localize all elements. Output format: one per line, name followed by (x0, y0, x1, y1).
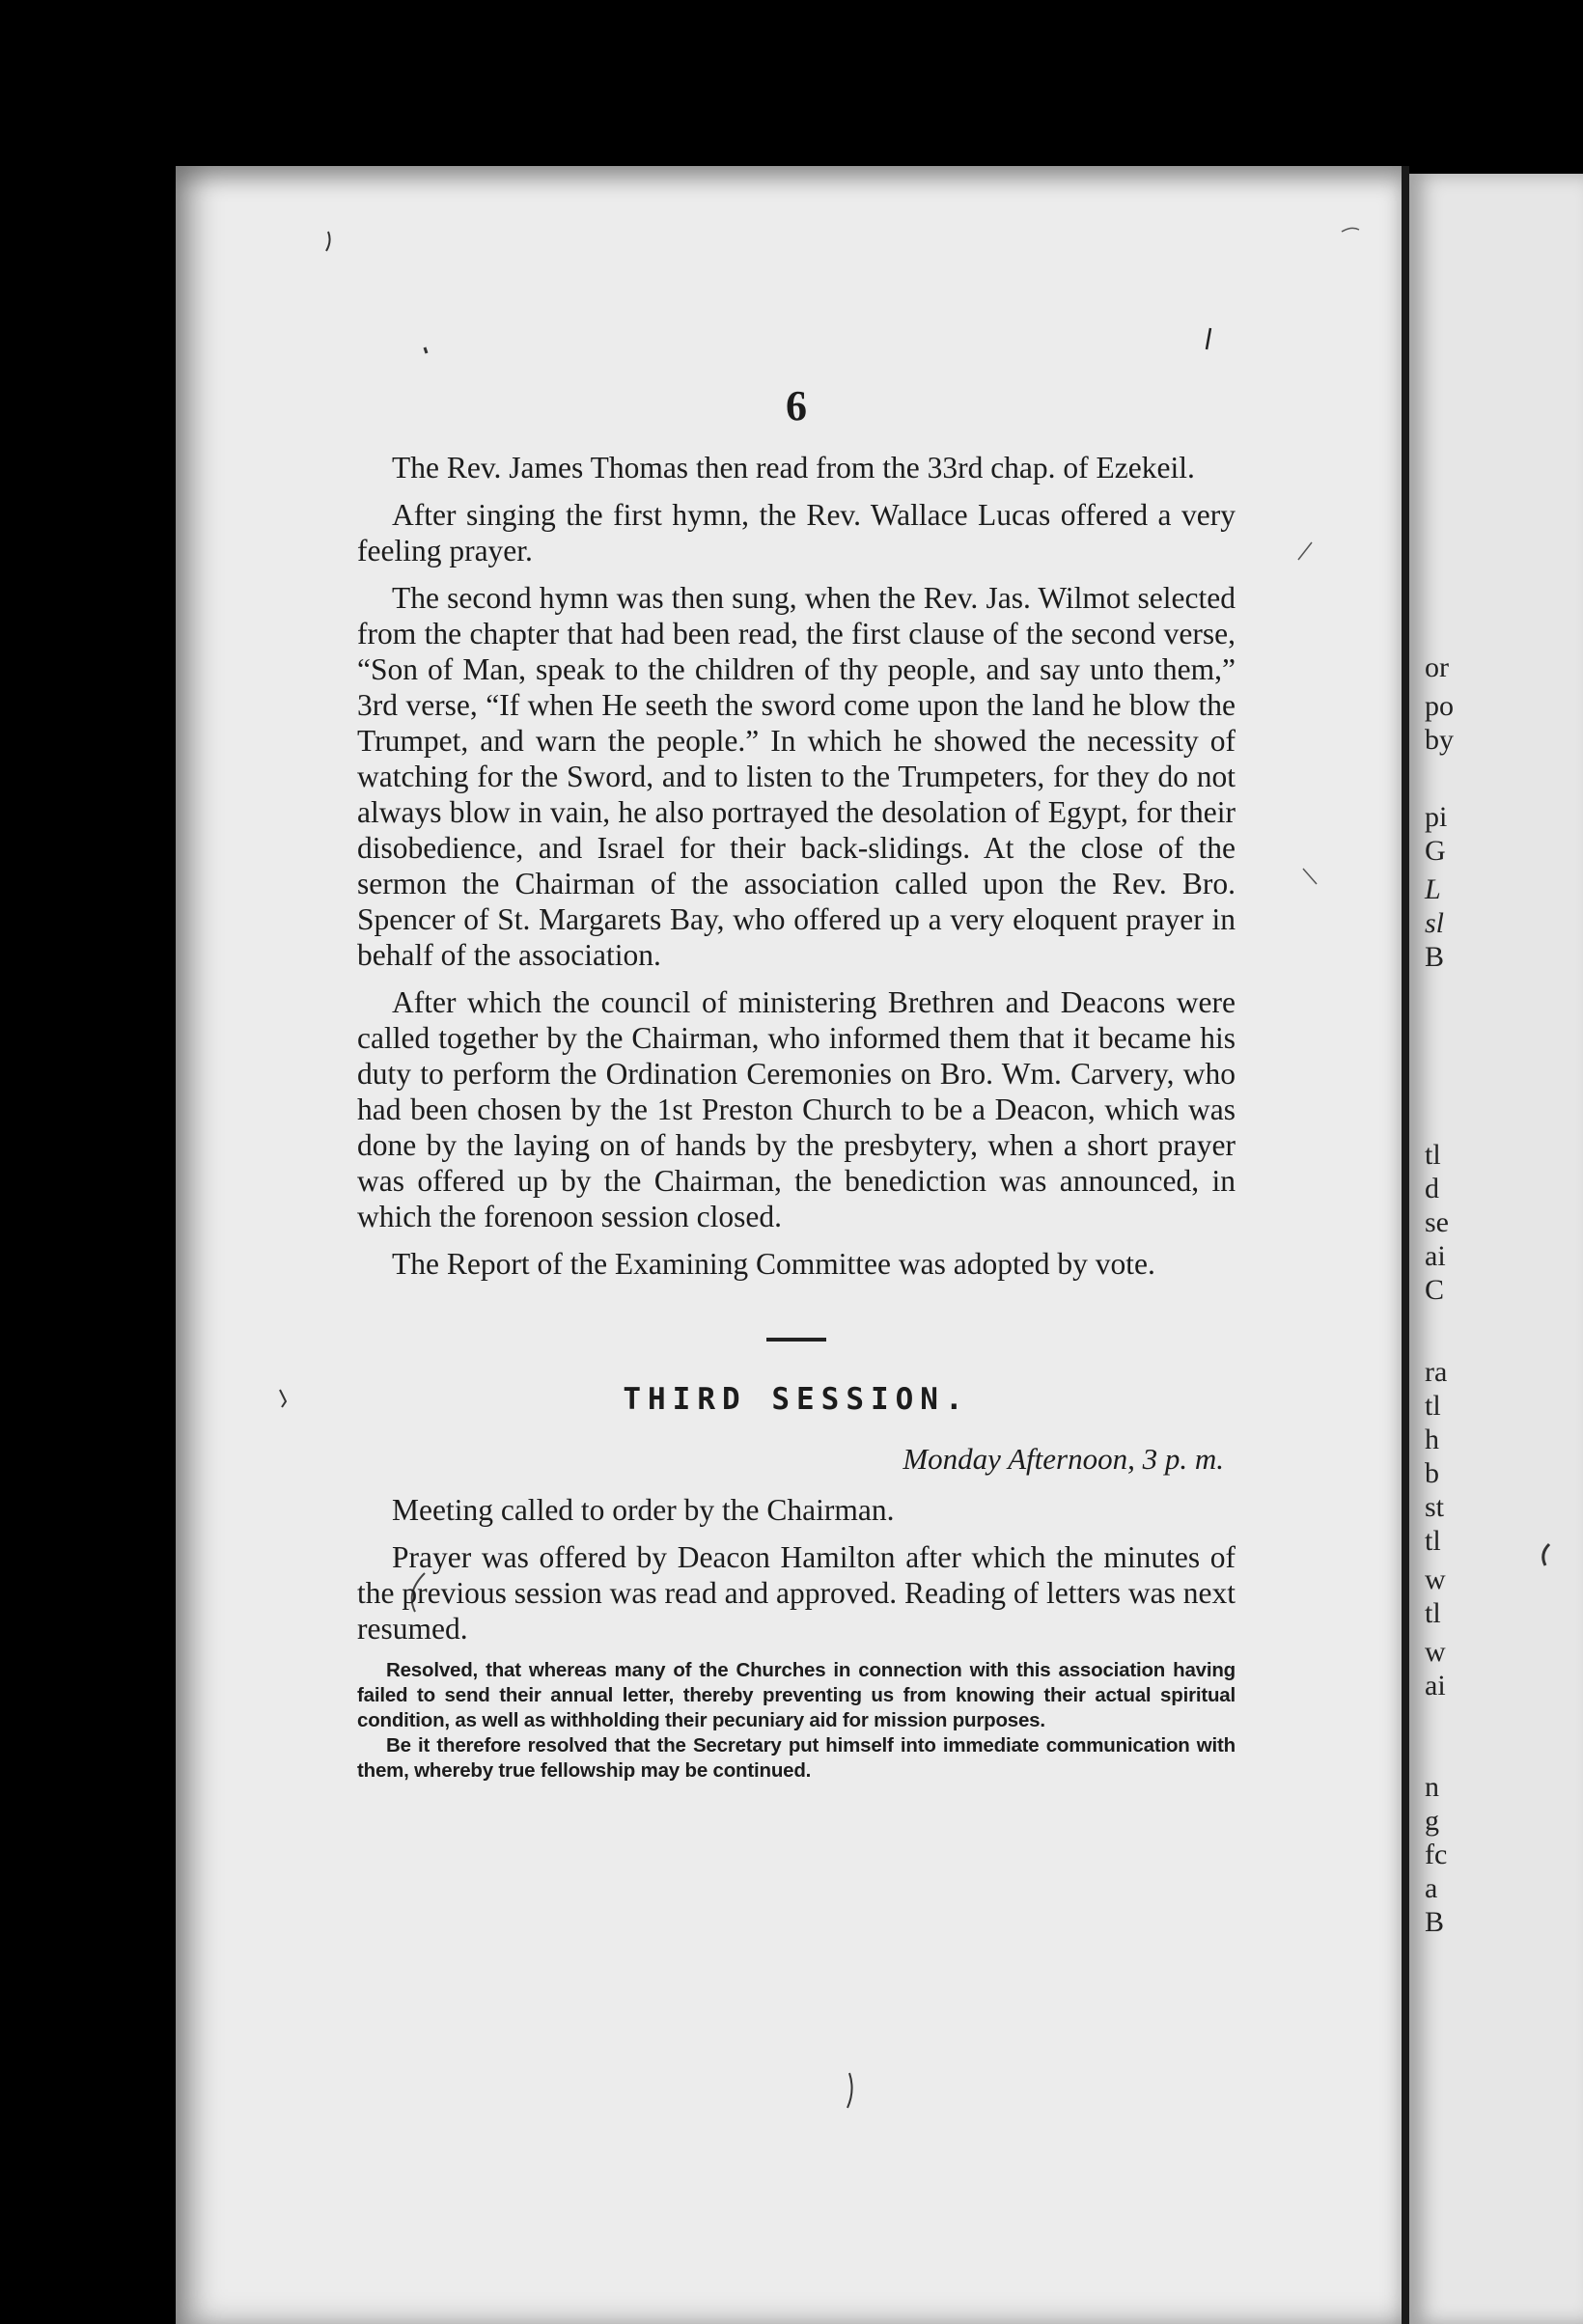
page-number: 6 (786, 382, 807, 429)
scan-mark (326, 232, 330, 251)
resolution: Resolved, that whereas many of the Churches in connection with this association having failed to send their annual letter, thereby preventing us from knowing their actual spiritual condition, as well as withholding their pecuniary aid for mission purposes. (357, 1659, 1236, 1731)
paragraph: After which the council of ministering Brethren and Deacons were called together by the Chairman, who informed them that it became his duty to perform the Ordination Ceremonies on Bro. Wm. Carvery, who had been chosen by the 1st Preston Church to be a Deacon, which was done by the laying on of hands by the presbytery, when a short prayer was offered up by the Chairman, the benediction was announced, in which the forenoon session closed. (357, 985, 1236, 1233)
scan-mark (1298, 542, 1312, 560)
scan-mark (847, 2073, 852, 2108)
scan-mark (280, 1390, 286, 1407)
scan-mark (1303, 869, 1317, 884)
adjacent-fragment: n (1425, 1771, 1439, 1803)
section-divider (766, 1338, 826, 1342)
adjacent-fragment: d (1425, 1173, 1439, 1204)
adjacent-fragment: h (1425, 1424, 1439, 1455)
adjacent-fragment: st (1425, 1491, 1445, 1523)
adjacent-fragment: w (1425, 1636, 1446, 1668)
adjacent-fragment: w (1425, 1563, 1446, 1595)
adjacent-fragment: B (1425, 941, 1445, 973)
adjacent-fragment: ai (1425, 1670, 1446, 1702)
scan-mark (1207, 328, 1210, 349)
paragraph: Meeting called to order by the Chairman. (392, 1493, 895, 1527)
paragraph: After singing the first hymn, the Rev. Wallace Lucas offered a very feeling prayer. (357, 498, 1236, 567)
adjacent-fragment: fc (1425, 1839, 1448, 1870)
adjacent-fragment: tl (1425, 1139, 1441, 1171)
adjacent-fragment: L (1425, 873, 1441, 905)
paragraph: The Report of the Examining Committee was adopted by vote. (392, 1247, 1155, 1281)
adjacent-fragment: ai (1425, 1240, 1446, 1272)
section-heading: THIRD SESSION. (623, 1382, 970, 1417)
adjacent-fragment: se (1425, 1206, 1449, 1238)
adjacent-fragment: by (1425, 724, 1454, 756)
adjacent-fragment: G (1425, 835, 1446, 867)
adjacent-fragment: C (1425, 1274, 1445, 1306)
adjacent-fragment: b (1425, 1457, 1439, 1489)
adjacent-fragment: ra (1425, 1356, 1448, 1388)
paragraph: Prayer was offered by Deacon Hamilton after which the minutes of the previous session was read and approved. Reading of letters was next resumed. (357, 1540, 1236, 1646)
adjacent-fragment: a (1425, 1872, 1438, 1904)
paragraph: The second hymn was then sung, when the Rev. Jas. Wilmot selected from the chapter that had been read, the first clause of the second verse, “Son of Man, speak to the children of thy people, and say unto them,” 3rd verse, “If when He seeth the sword come upon the land he blow the Trumpet, and warn the people.” In which he showed the necessity of watching for the Sword, and to listen to the Trumpeters, for they do not always blow in vain, he also portrayed the desolation of Egypt, for their disobedience, and Israel for their back-slidings. At the close of the sermon the Chairman of the association called upon the Rev. Bro. Spencer of St. Margarets Bay, who offered up a very eloquent prayer in behalf of the association. (357, 581, 1236, 972)
adjacent-fragment: tl (1425, 1525, 1441, 1557)
adjacent-fragment: B (1425, 1906, 1445, 1938)
scan-mark (1543, 1544, 1549, 1565)
adjacent-fragment: or (1425, 651, 1449, 683)
resolution: Be it therefore resolved that the Secretary put himself into immediate communication with them, whereby true fellowship may be continued. (357, 1734, 1236, 1782)
scan-mark (425, 347, 427, 353)
adjacent-fragment: pi (1425, 801, 1448, 833)
adjacent-fragment: g (1425, 1805, 1439, 1837)
text-column (357, 381, 1236, 1784)
adjacent-fragment: tl (1425, 1390, 1441, 1422)
session-dateline: Monday Afternoon, 3 p. m. (903, 1442, 1224, 1476)
paragraph: The Rev. James Thomas then read from the 33rd chap. of Ezekeil. (392, 451, 1195, 484)
scan-mark (1342, 228, 1359, 232)
adjacent-fragment: po (1425, 690, 1454, 722)
adjacent-fragment: sl (1425, 907, 1445, 939)
adjacent-fragment: tl (1425, 1597, 1441, 1629)
